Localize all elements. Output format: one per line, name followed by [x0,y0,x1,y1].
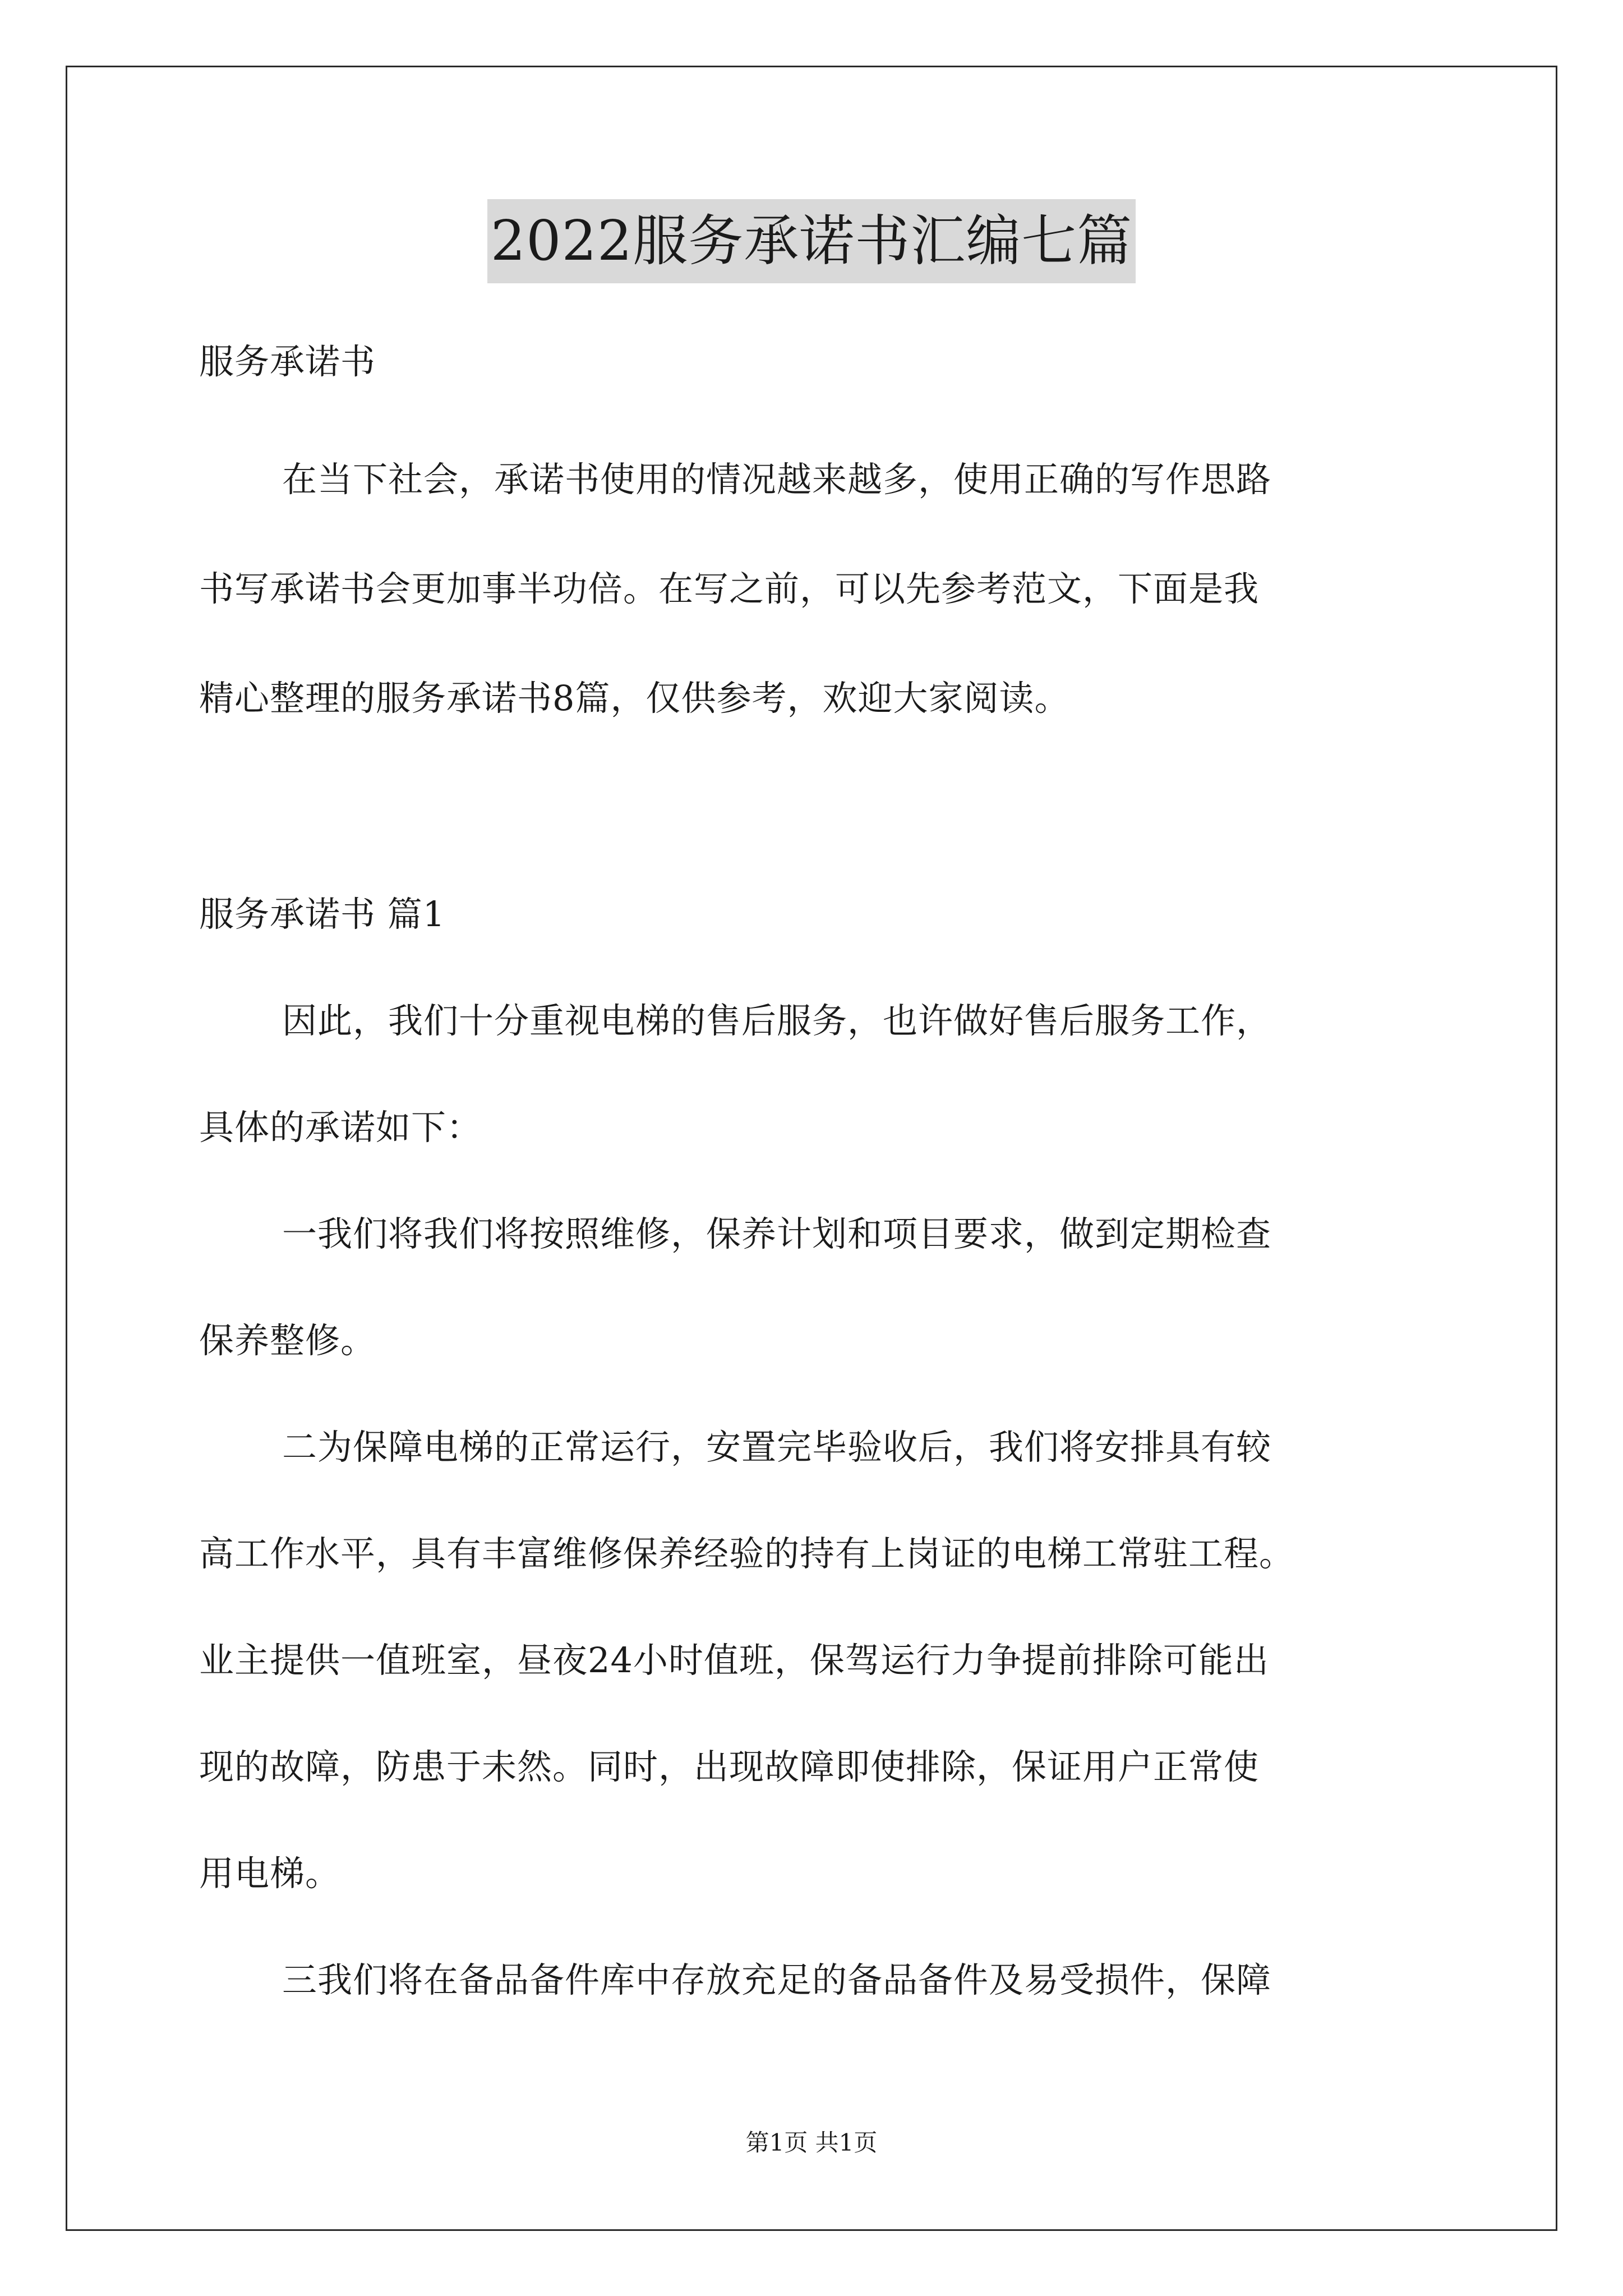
paragraph-line: 业主提供一值班室，昼夜24小时值班，保驾运行力争提前排除可能出 [199,1640,1269,1681]
paragraph-line: 高工作水平，具有丰富维修保养经验的持有上岗证的电梯工常驻工程。 [199,1533,1295,1574]
paragraph-line: 三我们将在备品备件库中存放充足的备品备件及易受损件，保障 [282,1959,1272,2000]
title-container [0,199,1623,283]
paragraph-line: 用电梯。 [199,1853,341,1894]
paragraph-line: 现的故障，防患于未然。同时，出现故障即使排除，保证用户正常使 [199,1746,1260,1787]
paragraph-line: 因此，我们十分重视电梯的售后服务，也许做好售后服务工作， [282,1000,1272,1041]
paragraph-line: 一我们将我们将按照维修，保养计划和项目要求，做到定期检查 [282,1213,1272,1254]
paragraph-line: 在当下社会，承诺书使用的情况越来越多，使用正确的写作思路 [282,459,1272,500]
section-heading: 服务承诺书 篇1 [199,894,446,935]
paragraph-line: 保养整修。 [199,1320,376,1361]
paragraph-line: 书写承诺书会更加事半功倍。在写之前，可以先参考范文，下面是我 [199,568,1260,609]
page-footer: 第1页 共1页 [745,2129,878,2156]
paragraph-line: 二为保障电梯的正常运行，安置完毕验收后，我们将安排具有较 [282,1427,1272,1467]
section-heading: 服务承诺书 [199,341,376,382]
paragraph-line: 精心整理的服务承诺书8篇，仅供参考，欢迎大家阅读。 [199,678,1070,719]
document-title: 2022服务承诺书汇编七篇 [487,199,1136,283]
paragraph-line: 具体的承诺如下： [199,1107,482,1148]
